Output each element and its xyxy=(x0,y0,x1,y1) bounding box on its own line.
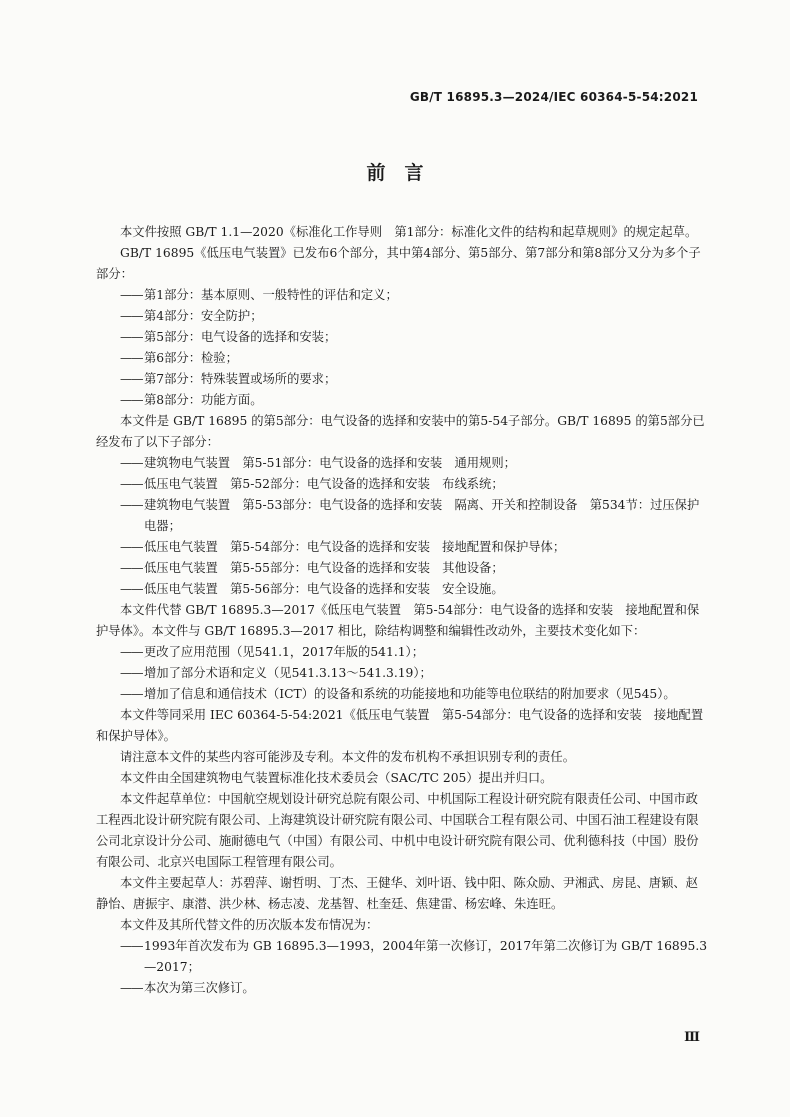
document-body xyxy=(96,222,710,999)
list-dash: —— xyxy=(120,456,143,470)
paragraph: 本文件起草单位：中国航空规划设计研究总院有限公司、中机国际工程设计研究院有限责任公司、中国市政工程西北设计研究院有限公司、上海建筑设计研究院有限公司、中国联合工程有限公司、中国石油工程建设有限公司北京设计分公司、施耐德电气（中国）有限公司、中机中电设计研究院有限公司、优利德科技（中国）股份有限公司、北京兴电国际工程管理有限公司。 xyxy=(96,792,699,869)
list-dash: —— xyxy=(120,645,143,659)
page-title: 前 言 xyxy=(366,162,424,184)
list-item xyxy=(96,348,710,369)
list-item xyxy=(96,369,710,390)
list-item-text: 建筑物电气装置 第5-53部分：电气设备的选择和安装 隔离、开关和控制设备 第534节：过压保护电器； xyxy=(144,498,700,533)
paragraph: GB/T 16895《低压电气装置》已发布6个部分，其中第4部分、第5部分、第7部分和第8部分又分为多个子部分： xyxy=(96,246,701,281)
list-item-text: 更改了应用范围（见541.1，2017年版的541.1）； xyxy=(144,645,425,659)
list-dash: —— xyxy=(120,477,143,491)
list-item-text: 低压电气装置 第5-55部分：电气设备的选择和安装 其他设备； xyxy=(144,561,504,575)
list-item xyxy=(96,306,710,327)
list-item xyxy=(96,936,710,978)
list-item xyxy=(96,537,710,558)
list-dash: —— xyxy=(120,939,143,953)
list-item xyxy=(96,453,710,474)
paragraph: 本文件及其所代替文件的历次版本发布情况为： xyxy=(120,918,379,932)
list-item-text: 增加了部分术语和定义（见541.3.13～541.3.19）； xyxy=(144,666,432,680)
paragraph: 本文件按照 GB/T 1.1—2020《标准化工作导则 第1部分：标准化文件的结构和起草规则》的规定起草。 xyxy=(120,225,698,239)
list-item-text: 第1部分：基本原则、一般特性的评估和定义； xyxy=(144,288,398,302)
page-number: Ⅲ xyxy=(684,1030,700,1045)
list-item xyxy=(96,285,710,306)
list-item-text: 本次为第三次修订。 xyxy=(144,981,255,995)
list-item-text: 第5部分：电气设备的选择和安装； xyxy=(144,330,337,344)
list-item xyxy=(96,474,710,495)
list-dash: —— xyxy=(120,288,143,302)
list-item xyxy=(96,327,710,348)
list-item xyxy=(96,579,710,600)
list-dash: —— xyxy=(120,582,143,596)
paragraph: 本文件是 GB/T 16895 的第5部分：电气设备的选择和安装中的第5-54子部分。GB/T 16895 的第5部分已经发布了以下子部分： xyxy=(96,414,705,449)
paragraph: 本文件由全国建筑物电气装置标准化技术委员会（SAC/TC 205）提出并归口。 xyxy=(120,771,553,785)
list-item-text: 第7部分：特殊装置或场所的要求； xyxy=(144,372,337,386)
paragraph: 本文件等同采用 IEC 60364-5-54:2021《低压电气装置 第5-54部分：电气设备的选择和安装 接地配置和保护导体》。 xyxy=(96,708,704,743)
list-dash: —— xyxy=(120,498,143,512)
list-item xyxy=(96,684,710,705)
list-item-text: 低压电气装置 第5-52部分：电气设备的选择和安装 布线系统； xyxy=(144,477,504,491)
list-dash: —— xyxy=(120,687,143,701)
list-item-text: 建筑物电气装置 第5-51部分：电气设备的选择和安装 通用规则； xyxy=(144,456,516,470)
list-item-text: 低压电气装置 第5-54部分：电气设备的选择和安装 接地配置和保护导体； xyxy=(144,540,566,554)
list-dash: —— xyxy=(120,981,143,995)
list-dash: —— xyxy=(120,351,143,365)
list-dash: —— xyxy=(120,330,143,344)
list-item-text: 第8部分：功能方面。 xyxy=(144,393,263,407)
list-item-text: 第4部分：安全防护； xyxy=(144,309,263,323)
list-item xyxy=(96,558,710,579)
list-dash: —— xyxy=(120,393,143,407)
paragraph: 本文件主要起草人：苏碧萍、谢哲明、丁杰、王健华、刘叶语、钱中阳、陈众励、尹湘武、房昆、唐颖、赵静怡、唐振宇、康潜、洪少林、杨志凌、龙基智、杜奎廷、焦建雷、杨宏峰、朱连旺。 xyxy=(96,876,698,911)
list-dash: —— xyxy=(120,561,143,575)
list-item-text: 第6部分：检验； xyxy=(144,351,238,365)
list-dash: —— xyxy=(120,666,143,680)
list-dash: —— xyxy=(120,540,143,554)
paragraph: 请注意本文件的某些内容可能涉及专利。本文件的发布机构不承担识别专利的责任。 xyxy=(120,750,575,764)
list-dash: —— xyxy=(120,309,143,323)
list-item xyxy=(96,978,710,999)
document-header-code: GB/T 16895.3—2024/IEC 60364-5-54:2021 xyxy=(409,90,698,104)
list-item-text: 1993年首次发布为 GB 16895.3—1993，2004年第一次修订，2017年第二次修订为 GB/T 16895.3—2017； xyxy=(144,939,708,974)
list-item xyxy=(96,642,710,663)
paragraph: 本文件代替 GB/T 16895.3—2017《低压电气装置 第5-54部分：电气设备的选择和安装 接地配置和保护导体》。本文件与 GB/T 16895.3—2017 相比，除结构调整和编辑性改动外，主要技术变化如下： xyxy=(96,603,700,638)
list-item-text: 低压电气装置 第5-56部分：电气设备的选择和安装 安全设施。 xyxy=(144,582,504,596)
list-item xyxy=(96,495,710,537)
list-item-text: 增加了信息和通信技术（ICT）的设备和系统的功能接地和功能等电位联结的附加要求（见545）。 xyxy=(144,687,676,701)
list-item xyxy=(96,663,710,684)
list-item xyxy=(96,390,710,411)
list-dash: —— xyxy=(120,372,143,386)
